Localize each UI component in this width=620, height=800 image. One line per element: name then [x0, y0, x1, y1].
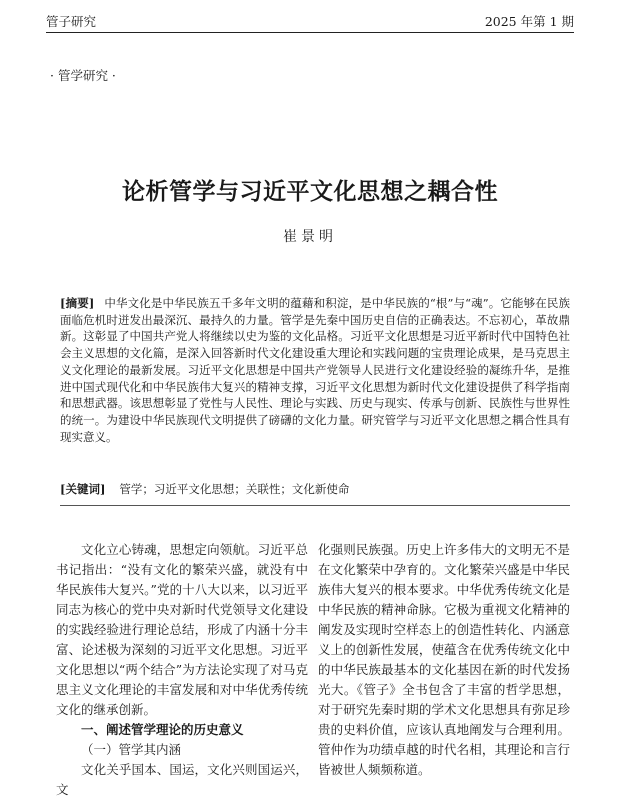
author-name: 崔景明 — [283, 229, 337, 245]
article-title: 论析管学与习近平文化思想之耦合性 — [122, 178, 498, 205]
journal-name: 管子研究 — [46, 14, 97, 29]
body-column-right — [318, 540, 570, 780]
body-paragraph: 文化关乎国本、国运，文化兴则国运兴，文 — [56, 762, 308, 797]
issue-number: 2025 年第 1 期 — [484, 14, 574, 29]
body-paragraph: 文化立心铸魂，思想定向领航。习近平总书记指出：“没有文化的繁荣兴盛，就没有中华民族伟大复兴。”党的十八大以来，以习近平同志为核心的党中央对新时代党领导文化建设的实践经验进行理论总结，形成了内涵十分丰富、论述极为深刻的习近平文化思想。习近平文化思想以“两个结合”为方法论实现了对马克思主义文化理论的丰富发展和对中华优秀传统文化的继承创新。 — [56, 542, 308, 717]
running-header — [46, 10, 574, 33]
keywords-label: [关键词] — [60, 482, 106, 496]
keywords-text: 管学；习近平文化思想；关联性；文化新使命 — [119, 482, 350, 496]
abstract — [60, 295, 570, 445]
divider — [60, 505, 570, 506]
body-paragraph: 化强则民族强。历史上许多伟大的文明无不是在文化繁荣中孕育的。文化繁荣兴盛是中华民族伟大复兴的根本要求。中华优秀传统文化是中华民族的精神命脉。它极为重视文化精神的阐发及实现时空样态上的创造性转化、内涵意义上的创新性发展，使蕴含在优秀传统文化中的中华民族最基本的文化基因在新的时代发扬光大。《管子》全书包含了丰富的哲学思想，对于研究先秦时期的学术文化思想具有弥足珍贵的史料价值，应该认真地阐发与合理利用。管仲作为功绩卓越的时代名相，其理论和言行皆被世人频频称道。 — [318, 542, 570, 777]
section-heading: 一、阐述管学理论的历史意义 — [81, 722, 244, 737]
abstract-label: [摘要] — [60, 296, 95, 310]
keywords — [60, 481, 570, 498]
abstract-text: 中华文化是中华民族五千多年文明的蕴藉和积淀，是中华民族的“根”与“魂”。它能够在民族面临危机时迸发出最深沉、最持久的力量。管学是先秦中国历史自信的正确表达。不忘初心，革故鼎新。这彰显了中国共产党人将继续以史为鉴的文化品格。习近平文化思想是习近平新时代中国特色社会主义思想的文化篇，是深入回答新时代文化建设重大理论和实践问题的宝贵理论成果，是马克思主义文化理论的最新发展。习近平文化思想是中国共产党领导人民进行文化建设经验的凝练升华，是推进中国式现代化和中华民族伟大复兴的精神支撑，习近平文化思想为新时代文化建设提供了科学指南和思想武器。该思想彰显了党性与人民性、理论与实践、历史与现实、传承与创新、民族性与世界性的统一。为建设中华民族现代文明提供了磅礴的文化力量。研究管学与习近平文化思想之耦合性具有现实意义。 — [60, 296, 570, 444]
section-label: · 管学研究 · — [50, 68, 116, 83]
body-column-left — [56, 540, 308, 800]
subsection-heading: （一）管学其内涵 — [81, 742, 182, 757]
